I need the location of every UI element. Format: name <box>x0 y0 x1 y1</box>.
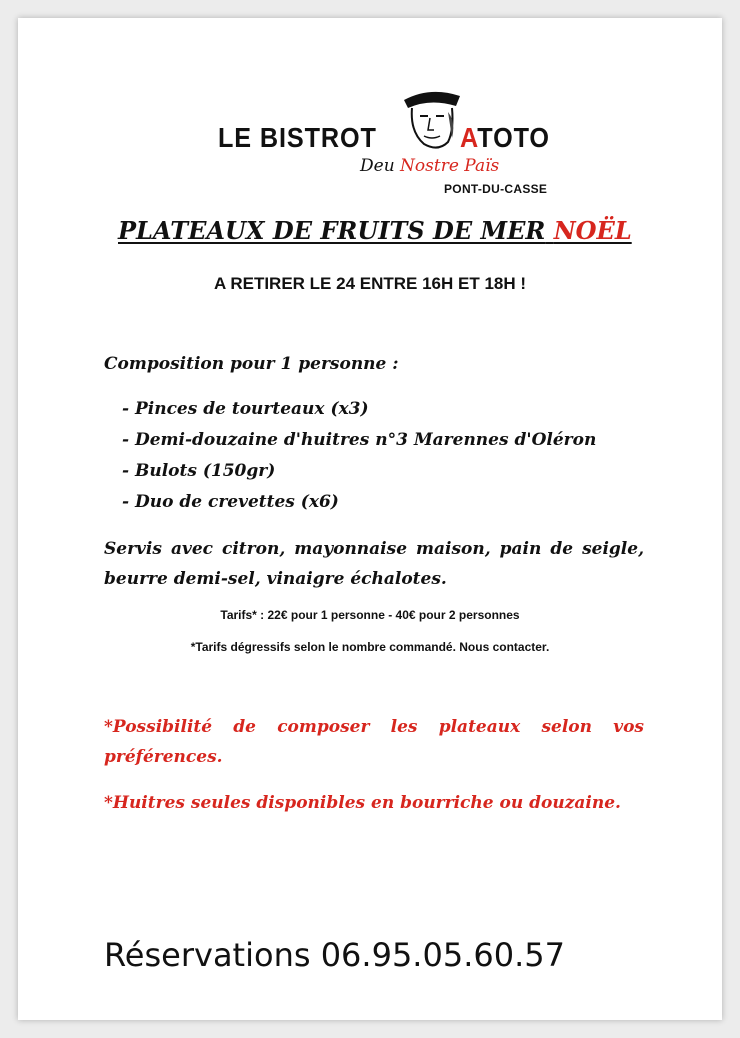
list-item: - Pinces de tourteaux (x3) <box>122 394 596 425</box>
logo-location: PONT-DU-CASSE <box>444 182 548 196</box>
reservations-phone: Réservations 06.95.05.60.57 <box>104 936 565 974</box>
tarifs-text: Tarifs* : 22€ pour 1 personne - 40€ pour 2 personnes <box>220 608 520 622</box>
page-title-main: PLATEAUX DE FRUITS DE MER <box>118 216 546 245</box>
list-item: - Demi-douzaine d'huitres n°3 Marennes d'Oléron <box>122 425 596 456</box>
served-with-text: Servis avec citron, mayonnaise maison, pain de seigle, beurre demi-sel, vinaigre échalotes. <box>104 539 644 589</box>
logo-tagline-part1: Deu <box>360 156 395 176</box>
restaurant-logo <box>218 78 558 208</box>
logo-letter-a: A <box>460 122 478 153</box>
logo-name-toto: TOTO <box>477 122 550 153</box>
list-item: - Duo de crevettes (x6) <box>122 487 596 518</box>
pickup-info: A RETIRER LE 24 ENTRE 16H ET 18H ! <box>213 274 527 293</box>
composition-list <box>122 394 596 518</box>
tarifs-note: *Tarifs dégressifs selon le nombre commandé. Nous contacter. <box>190 640 550 654</box>
list-item: - Bulots (150gr) <box>122 456 596 487</box>
logo-tagline <box>360 156 499 176</box>
logo-tagline-part2: Nostre Païs <box>400 156 500 176</box>
oysters-note: *Huitres seules disponibles en bourriche ou douzaine. <box>104 793 621 813</box>
page-title-highlight: NOËL <box>553 216 632 245</box>
logo-name-right <box>460 122 550 154</box>
page-title <box>118 216 638 245</box>
menu-page <box>18 18 722 1020</box>
chef-portrait-icon <box>390 82 470 162</box>
customization-note: *Possibilité de composer les plateaux selon vos préférences. <box>104 717 644 767</box>
composition-heading: Composition pour 1 personne : <box>104 354 399 374</box>
logo-name-left: LE BISTROT <box>218 122 377 153</box>
